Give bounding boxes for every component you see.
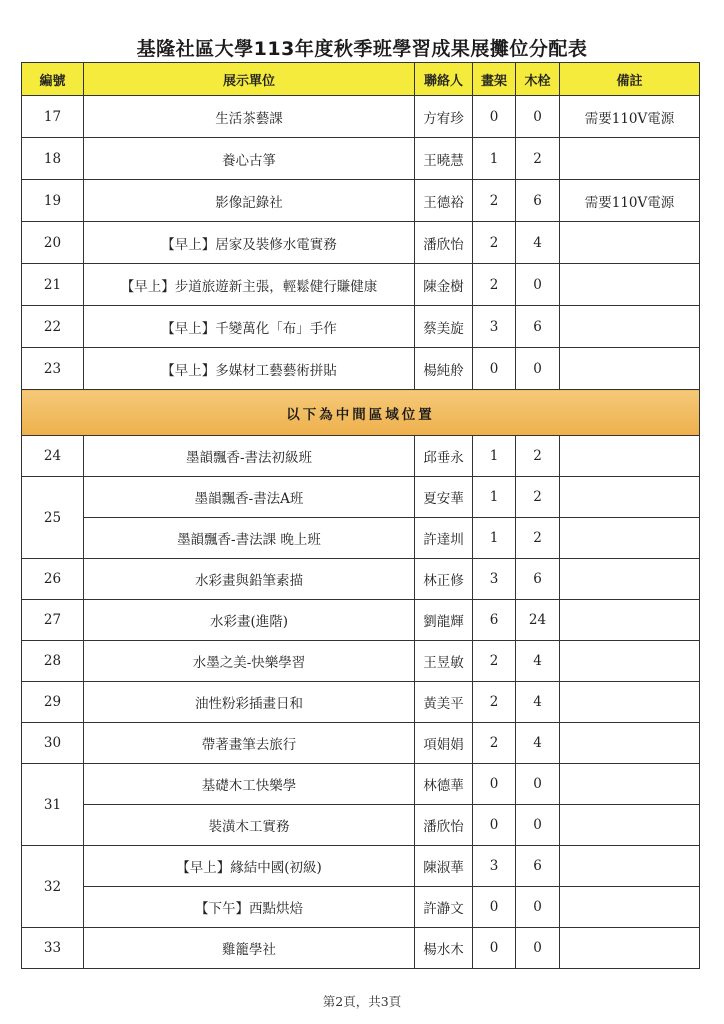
note (560, 805, 700, 846)
booth-number: 23 (22, 348, 84, 390)
table-row (22, 222, 700, 264)
note (560, 928, 700, 969)
exhibit-unit: 水墨之美-快樂學習 (84, 641, 415, 682)
note (560, 887, 700, 928)
easel-count: 0 (473, 887, 516, 928)
easel-count: 3 (473, 559, 516, 600)
contact-person: 王德裕 (415, 180, 473, 222)
note (560, 723, 700, 764)
exhibit-unit: 【早上】多媒材工藝藝術拼貼 (84, 348, 415, 390)
page-title: 基隆社區大學113年度秋季班學習成果展攤位分配表 (136, 38, 588, 60)
exhibit-unit: 雞籠學社 (84, 928, 415, 969)
exhibit-unit: 裝潢木工實務 (84, 805, 415, 846)
easel-count: 2 (473, 222, 516, 264)
exhibit-unit: 墨韻飄香-書法A班 (84, 477, 415, 518)
stake-count: 0 (516, 887, 560, 928)
section-banner-row (22, 390, 700, 436)
table-row (22, 764, 700, 805)
booth-number: 32 (22, 846, 84, 928)
stake-count: 4 (516, 641, 560, 682)
stake-count: 6 (516, 846, 560, 887)
section-banner-body (22, 390, 700, 436)
easel-count: 1 (473, 477, 516, 518)
stake-count: 6 (516, 306, 560, 348)
booth-number: 20 (22, 222, 84, 264)
header-easel: 畫架 (473, 63, 516, 96)
note (560, 436, 700, 477)
table-row (22, 682, 700, 723)
exhibit-unit: 【早上】緣結中國(初級) (84, 846, 415, 887)
stake-count: 24 (516, 600, 560, 641)
table-row (22, 138, 700, 180)
exhibit-unit: 基礎木工快樂學 (84, 764, 415, 805)
table-row (22, 928, 700, 969)
stake-count: 2 (516, 477, 560, 518)
exhibit-unit: 影像記錄社 (84, 180, 415, 222)
stake-count: 2 (516, 138, 560, 180)
table-row (22, 477, 700, 518)
header-note: 備註 (560, 63, 700, 96)
contact-person: 潘欣怡 (415, 805, 473, 846)
table-body-top (22, 96, 700, 390)
booth-number: 25 (22, 477, 84, 559)
exhibit-unit: 養心古箏 (84, 138, 415, 180)
table-row (22, 887, 700, 928)
easel-count: 3 (473, 846, 516, 887)
exhibit-unit: 帶著畫筆去旅行 (84, 723, 415, 764)
note (560, 559, 700, 600)
contact-person: 楊純舲 (415, 348, 473, 390)
contact-person: 林德華 (415, 764, 473, 805)
table-row (22, 805, 700, 846)
stake-count: 0 (516, 805, 560, 846)
exhibit-unit: 【下午】西點烘焙 (84, 887, 415, 928)
table-row (22, 96, 700, 138)
section-banner: 以下為中間區域位置 (22, 390, 700, 436)
header-unit: 展示單位 (84, 63, 415, 96)
note (560, 222, 700, 264)
table-row (22, 348, 700, 390)
exhibit-unit: 生活茶藝課 (84, 96, 415, 138)
easel-count: 6 (473, 600, 516, 641)
table-row (22, 306, 700, 348)
note (560, 264, 700, 306)
table-row (22, 180, 700, 222)
header-row (22, 63, 700, 96)
header-contact: 聯絡人 (415, 63, 473, 96)
note (560, 138, 700, 180)
stake-count: 0 (516, 764, 560, 805)
booth-number: 28 (22, 641, 84, 682)
booth-table (21, 62, 700, 969)
booth-number: 31 (22, 764, 84, 846)
stake-count: 4 (516, 682, 560, 723)
note (560, 348, 700, 390)
page-footer: 第2頁，共3頁 (322, 994, 402, 1009)
easel-count: 2 (473, 180, 516, 222)
stake-count: 2 (516, 518, 560, 559)
table-row (22, 264, 700, 306)
booth-number: 33 (22, 928, 84, 969)
easel-count: 0 (473, 928, 516, 969)
booth-number: 17 (22, 96, 84, 138)
booth-number: 24 (22, 436, 84, 477)
contact-person: 許達圳 (415, 518, 473, 559)
booth-number: 21 (22, 264, 84, 306)
stake-count: 4 (516, 723, 560, 764)
exhibit-unit: 水彩畫(進階) (84, 600, 415, 641)
stake-count: 0 (516, 264, 560, 306)
table-row (22, 559, 700, 600)
table-body-bottom (22, 436, 700, 969)
contact-person: 許瀞文 (415, 887, 473, 928)
contact-person: 項娟娟 (415, 723, 473, 764)
exhibit-unit: 【早上】步道旅遊新主張，輕鬆健行賺健康 (84, 264, 415, 306)
exhibit-unit: 墨韻飄香-書法初級班 (84, 436, 415, 477)
booth-number: 19 (22, 180, 84, 222)
contact-person: 陳淑華 (415, 846, 473, 887)
booth-number: 22 (22, 306, 84, 348)
easel-count: 2 (473, 723, 516, 764)
contact-person: 邱垂永 (415, 436, 473, 477)
table-row (22, 436, 700, 477)
easel-count: 1 (473, 436, 516, 477)
stake-count: 2 (516, 436, 560, 477)
easel-count: 2 (473, 641, 516, 682)
stake-count: 6 (516, 180, 560, 222)
note (560, 477, 700, 518)
note: 需要110V電源 (560, 180, 700, 222)
exhibit-unit: 墨韻飄香-書法課 晚上班 (84, 518, 415, 559)
contact-person: 楊水木 (415, 928, 473, 969)
contact-person: 劉龍輝 (415, 600, 473, 641)
booth-number: 27 (22, 600, 84, 641)
easel-count: 0 (473, 348, 516, 390)
easel-count: 2 (473, 682, 516, 723)
easel-count: 2 (473, 264, 516, 306)
note (560, 600, 700, 641)
booth-number: 29 (22, 682, 84, 723)
contact-person: 方宥珍 (415, 96, 473, 138)
table-row (22, 600, 700, 641)
note (560, 641, 700, 682)
stake-count: 0 (516, 96, 560, 138)
note (560, 306, 700, 348)
contact-person: 潘欣怡 (415, 222, 473, 264)
note (560, 846, 700, 887)
stake-count: 6 (516, 559, 560, 600)
exhibit-unit: 油性粉彩插畫日和 (84, 682, 415, 723)
contact-person: 夏安華 (415, 477, 473, 518)
note (560, 518, 700, 559)
easel-count: 3 (473, 306, 516, 348)
easel-count: 1 (473, 518, 516, 559)
header-no: 編號 (22, 63, 84, 96)
stake-count: 0 (516, 928, 560, 969)
easel-count: 1 (473, 138, 516, 180)
table-row (22, 518, 700, 559)
booth-number: 18 (22, 138, 84, 180)
table-row (22, 723, 700, 764)
contact-person: 林正修 (415, 559, 473, 600)
note: 需要110V電源 (560, 96, 700, 138)
easel-count: 0 (473, 805, 516, 846)
exhibit-unit: 【早上】千變萬化「布」手作 (84, 306, 415, 348)
exhibit-unit: 水彩畫與鉛筆素描 (84, 559, 415, 600)
note (560, 682, 700, 723)
contact-person: 蔡美旋 (415, 306, 473, 348)
contact-person: 陳金樹 (415, 264, 473, 306)
table-row (22, 641, 700, 682)
contact-person: 黃美平 (415, 682, 473, 723)
booth-number: 30 (22, 723, 84, 764)
contact-person: 王曉慧 (415, 138, 473, 180)
easel-count: 0 (473, 764, 516, 805)
easel-count: 0 (473, 96, 516, 138)
table-row (22, 846, 700, 887)
exhibit-unit: 【早上】居家及裝修水電實務 (84, 222, 415, 264)
note (560, 764, 700, 805)
stake-count: 4 (516, 222, 560, 264)
stake-count: 0 (516, 348, 560, 390)
booth-number: 26 (22, 559, 84, 600)
header-stake: 木栓 (516, 63, 560, 96)
contact-person: 王昱敏 (415, 641, 473, 682)
